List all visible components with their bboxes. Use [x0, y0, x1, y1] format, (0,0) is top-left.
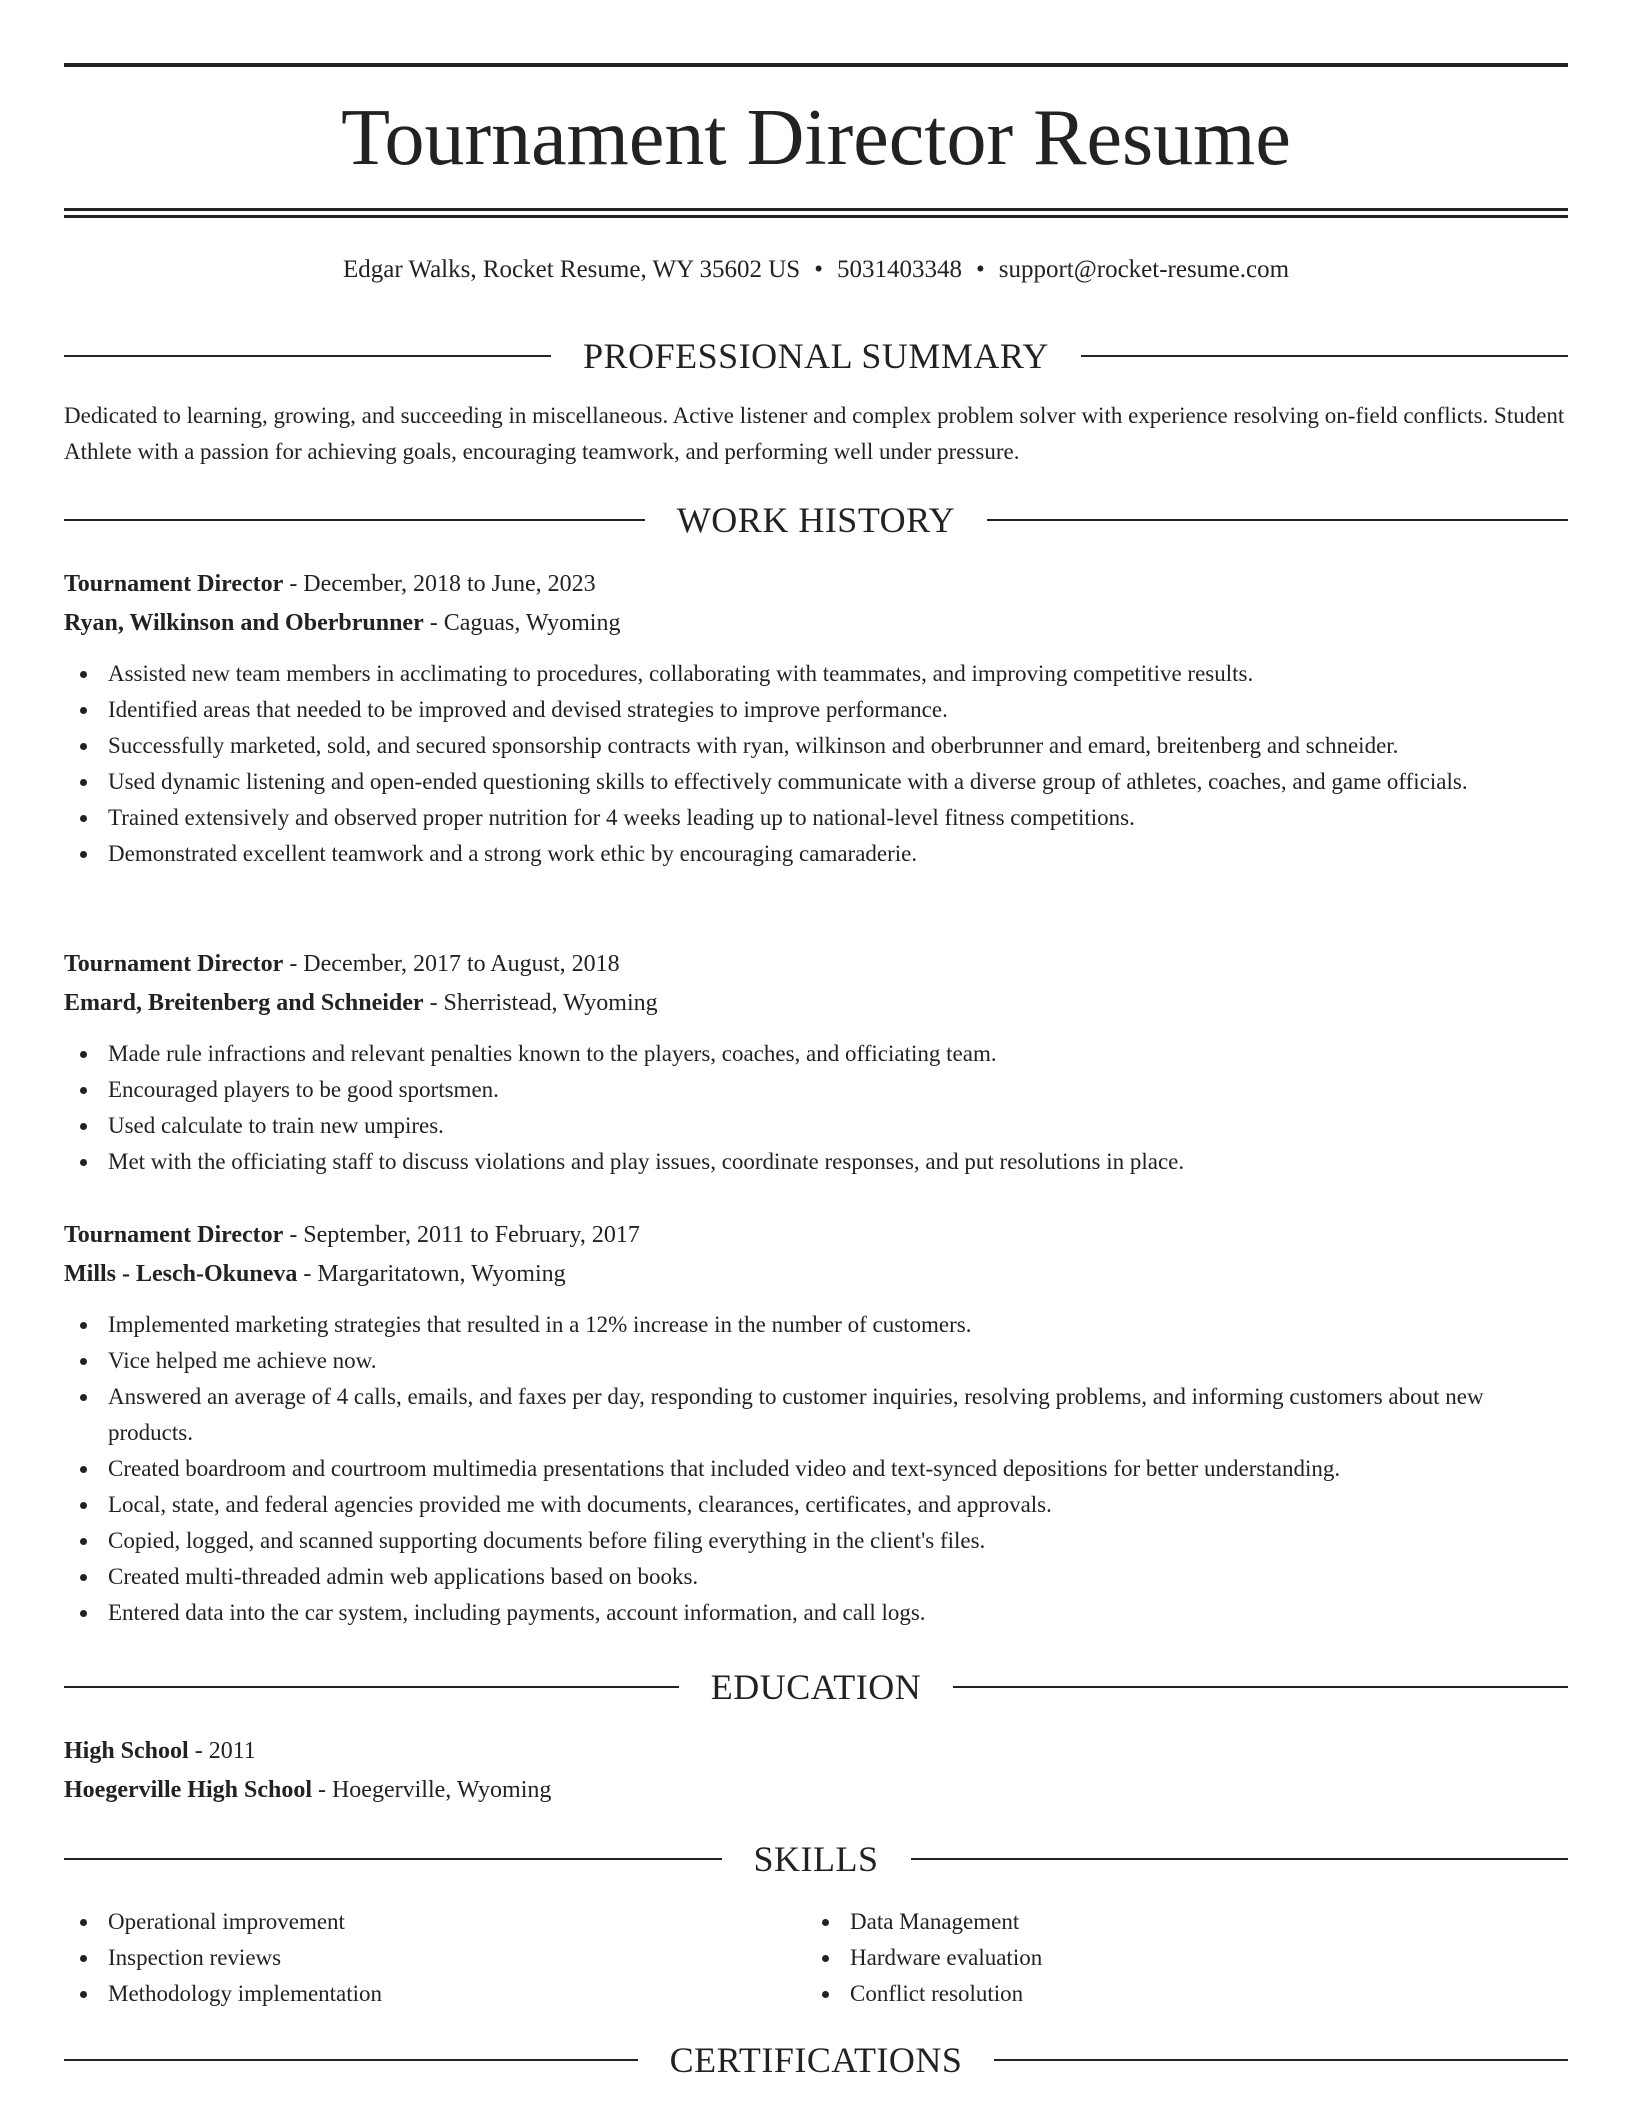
list-item: Hardware evaluation — [806, 1940, 1506, 1976]
section-title: CERTIFICATIONS — [669, 2040, 963, 2080]
section-rule — [64, 1858, 722, 1860]
list-item: Met with the officiating staff to discuss violations and play issues, coordinate responses, and put resolutions in place. — [64, 1144, 1568, 1180]
section-rule — [64, 355, 551, 357]
title-double-rule-bottom — [64, 215, 1568, 218]
list-item: Successfully marketed, sold, and secured sponsorship contracts with ryan, wilkinson and oberbrunner and emard, breitenberg and schneider. — [64, 728, 1568, 764]
education-degree-line — [64, 1732, 1568, 1771]
education-degree: High School — [64, 1738, 189, 1764]
summary-text: Dedicated to learning, growing, and succeeding in miscellaneous. Active listener and complex problem solver with experience resolving on-field conflicts. Student Athlete with a passion for achieving goals, encouraging teamwork, and performing well under pressure. — [64, 403, 1565, 464]
job-dates: - December, 2018 to June, 2023 — [283, 571, 596, 597]
list-item: Methodology implementation — [64, 1976, 764, 2012]
job-title-line — [64, 565, 1568, 604]
section-header-certifications — [64, 2038, 1568, 2082]
section-rule — [64, 2059, 638, 2061]
contact-email: support@rocket-resume.com — [998, 256, 1290, 283]
job-company-line — [64, 984, 1568, 1023]
list-item: Implemented marketing strategies that resulted in a 12% increase in the number of customers. — [64, 1307, 1568, 1343]
section-title: EDUCATION — [710, 1667, 922, 1707]
contact-separator: • — [814, 256, 823, 283]
section-rule — [953, 1686, 1568, 1688]
list-item: Answered an average of 4 calls, emails, and faxes per day, responding to customer inquiries, resolving problems, and informing customers about new products. — [64, 1379, 1568, 1451]
job-location: - Margaritatown, Wyoming — [297, 1261, 566, 1287]
list-item: Encouraged players to be good sportsmen. — [64, 1072, 1568, 1108]
skills-list — [64, 1904, 764, 2012]
contact-separator: • — [975, 256, 985, 283]
job-bullet-list — [64, 1307, 1568, 1631]
job-title: Tournament Director — [64, 951, 284, 977]
list-item: Vice helped me achieve now. — [64, 1343, 1568, 1379]
section-rule — [64, 519, 645, 521]
job-company: Ryan, Wilkinson and Oberbrunner — [64, 610, 424, 636]
job-bullet-list — [64, 1036, 1568, 1180]
skills-column-left — [64, 1904, 764, 2012]
skills-list — [806, 1904, 1506, 2012]
section-header-education — [64, 1665, 1568, 1709]
section-title: PROFESSIONAL SUMMARY — [583, 336, 1049, 376]
section-title: SKILLS — [753, 1839, 879, 1879]
list-item: Assisted new team members in acclimating to procedures, collaborating with teammates, and improving competitive results. — [64, 656, 1568, 692]
job-title: Tournament Director — [64, 571, 284, 597]
list-item: Created multi-threaded admin web applications based on books. — [64, 1559, 1568, 1595]
job-entry — [64, 565, 1568, 872]
education-school: Hoegerville High School — [64, 1777, 312, 1803]
section-rule — [64, 1686, 679, 1688]
list-item: Trained extensively and observed proper nutrition for 4 weeks leading up to national-level fitness competitions. — [64, 800, 1568, 836]
list-item: Made rule infractions and relevant penalties known to the players, coaches, and officiating team. — [64, 1036, 1568, 1072]
education-location: - Hoegerville, Wyoming — [311, 1777, 552, 1803]
list-item: Operational improvement — [64, 1904, 764, 1940]
list-item: Entered data into the car system, including payments, account information, and call logs. — [64, 1595, 1568, 1631]
section-rule — [1081, 355, 1568, 357]
section-rule — [911, 1858, 1569, 1860]
list-item: Used calculate to train new umpires. — [64, 1108, 1568, 1144]
job-entry — [64, 1216, 1568, 1631]
skills-column-right — [806, 1904, 1506, 2012]
list-item: Demonstrated excellent teamwork and a strong work ethic by encouraging camaraderie. — [64, 836, 1568, 872]
contact-line — [64, 252, 1568, 288]
list-item: Used dynamic listening and open-ended questioning skills to effectively communicate with a diverse group of athletes, coaches, and game officials. — [64, 764, 1568, 800]
list-item: Inspection reviews — [64, 1940, 764, 1976]
list-item: Copied, logged, and scanned supporting documents before filing everything in the client's files. — [64, 1523, 1568, 1559]
job-title-line — [64, 1216, 1568, 1255]
job-company: Emard, Breitenberg and Schneider — [64, 990, 424, 1016]
contact-address: Edgar Walks, Rocket Resume, WY 35602 US — [342, 256, 801, 283]
list-item: Local, state, and federal agencies provided me with documents, clearances, certificates, and approvals. — [64, 1487, 1568, 1523]
section-header-work-history — [64, 498, 1568, 542]
job-dates: - September, 2011 to February, 2017 — [283, 1222, 640, 1248]
contact-phone: 5031403348 — [836, 256, 962, 283]
section-header-skills — [64, 1837, 1568, 1881]
job-bullet-list — [64, 656, 1568, 872]
job-location: - Caguas, Wyoming — [423, 610, 621, 636]
list-item: Data Management — [806, 1904, 1506, 1940]
top-rule — [64, 63, 1568, 67]
section-rule — [987, 519, 1568, 521]
job-company: Mills - Lesch-Okuneva — [64, 1261, 298, 1287]
list-item: Created boardroom and courtroom multimedia presentations that included video and text-synced depositions for better understanding. — [64, 1451, 1568, 1487]
education-year: - 2011 — [188, 1738, 256, 1764]
list-item: Conflict resolution — [806, 1976, 1506, 2012]
job-company-line — [64, 604, 1568, 643]
list-item: Identified areas that needed to be improved and devised strategies to improve performance. — [64, 692, 1568, 728]
job-company-line — [64, 1255, 1568, 1294]
page-title: Tournament Director Resume — [341, 94, 1291, 182]
section-header-summary — [64, 334, 1568, 378]
job-location: - Sherristead, Wyoming — [423, 990, 658, 1016]
job-dates: - December, 2017 to August, 2018 — [283, 951, 620, 977]
section-title: WORK HISTORY — [676, 500, 956, 540]
job-title: Tournament Director — [64, 1222, 284, 1248]
job-title-line — [64, 945, 1568, 984]
job-entry — [64, 945, 1568, 1180]
education-entry — [64, 1732, 1568, 1810]
section-rule — [994, 2059, 1568, 2061]
title-double-rule-top — [64, 208, 1568, 211]
education-school-line — [64, 1771, 1568, 1810]
